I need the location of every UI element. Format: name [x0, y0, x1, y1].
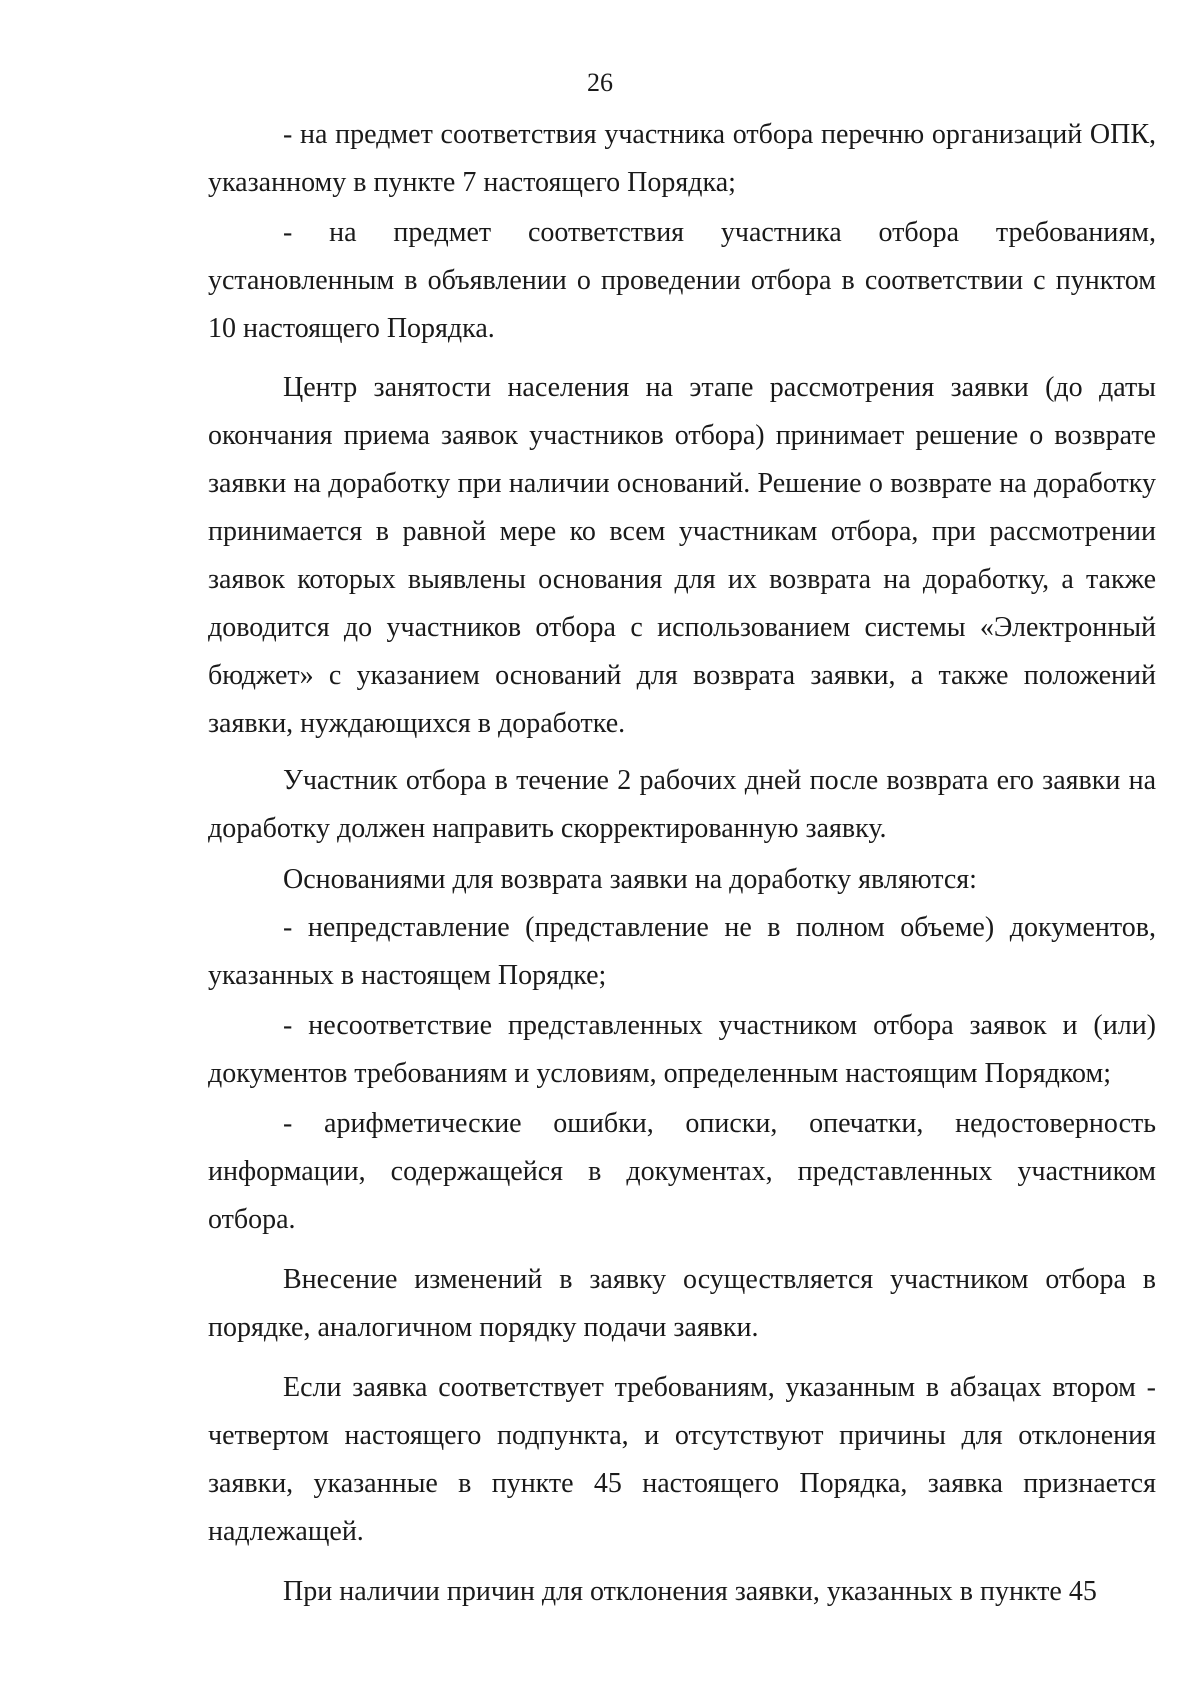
paragraph-8: - арифметические ошибки, описки, опечатки, недостоверность информации, содержащейся в документах, представленных участником отбора. — [208, 1108, 1156, 1235]
paragraph-7: - несоответствие представленных участником отбора заявок и (или) документов требованиям и условиям, определенным настоящим Порядком; — [208, 1010, 1156, 1089]
paragraph-1: - на предмет соответствия участника отбора перечню организаций ОПК, указанному в пункте 7 настоящего Порядка; — [208, 119, 1156, 198]
paragraph-6: - непредставление (представление не в полном объеме) документов, указанных в настоящем Порядке; — [208, 912, 1156, 991]
paragraph-9: Внесение изменений в заявку осуществляется участником отбора в порядке, аналогичном порядку подачи заявки. — [208, 1264, 1156, 1343]
document-body — [208, 111, 1156, 1616]
paragraph-10: Если заявка соответствует требованиям, указанным в абзацах втором - четвертом настоящего подпункта, и отсутствуют причины для отклонения заявки, указанные в пункте 45 настоящего Порядка, заявка признается надлежащей. — [208, 1372, 1156, 1547]
paragraph-3: Центр занятости населения на этапе рассмотрения заявки (до даты окончания приема заявок участников отбора) принимает решение о возврате заявки на доработку при наличии оснований. Решение о возврате на доработку принимается в равной мере ко всем участникам отбора, при рассмотрении заявок которых выявлены основания для их возврата на доработку, а также доводится до участников отбора с использованием системы «Электронный бюджет» с указанием оснований для возврата заявки, а также положений заявки, нуждающихся в доработке. — [208, 372, 1156, 739]
paragraph-11: При наличии причин для отклонения заявки, указанных в пункте 45 — [283, 1576, 1097, 1607]
paragraph-5: Основаниями для возврата заявки на доработку являются: — [283, 864, 977, 895]
paragraph-2: - на предмет соответствия участника отбора требованиям, установленным в объявлении о проведении отбора в соответствии с пунктом 10 настоящего Порядка. — [208, 217, 1156, 344]
paragraph-4: Участник отбора в течение 2 рабочих дней после возврата его заявки на доработку должен направить скорректированную заявку. — [208, 765, 1156, 844]
page-number: 26 — [587, 68, 613, 97]
